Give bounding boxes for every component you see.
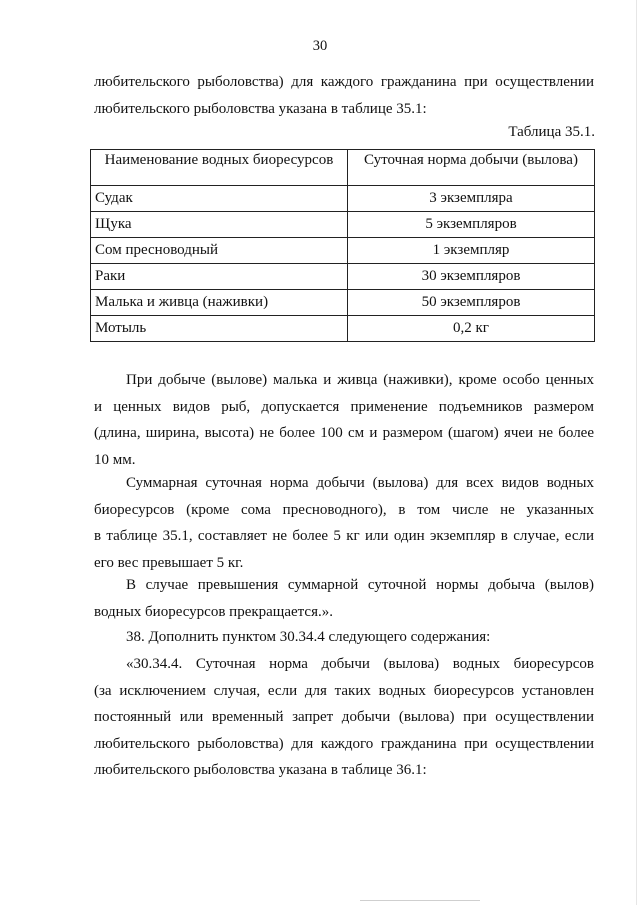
table-row [91,212,595,238]
resource-name-cell: Щука [91,212,348,238]
table-row [91,264,595,290]
paragraph-excess [94,572,594,625]
scan-edge [636,0,637,905]
resource-name-cell: Мотыль [91,316,348,342]
paragraph-line: (за исключением случая, если для таких водных биоресурсов установлен [94,682,594,699]
paragraph-fry-and-bait [94,367,594,473]
resource-name-cell: Сом пресноводный [91,238,348,264]
daily-norm-cell: 3 экземпляра [348,186,595,212]
intro-line: любительского рыболовства указана в таблице 35.1: [94,100,427,117]
paragraph-line: биоресурсов (кроме сома пресноводного), в том числе не указанных [94,501,594,518]
paragraph-line: и ценных видов рыб, допускается применение подъемников размером [94,398,594,415]
paragraph-line: водных биоресурсов прекращается.». [94,603,333,620]
intro-line: любительского рыболовства) для каждого гражданина при осуществлении [94,74,594,90]
header-daily-norm: Суточная норма добычи (вылова) [348,150,595,186]
paragraph-total-daily-norm [94,470,594,576]
intro-text [94,69,594,122]
paragraph-line: В случае превышения суммарной суточной нормы добыча (вылов) [126,577,594,593]
table-row [91,238,595,264]
page-number: 30 [312,38,328,54]
table-caption: Таблица 35.1. [508,124,595,140]
paragraph-line: любительского рыболовства указана в таблице 36.1: [94,762,427,779]
paragraph-line: любительского рыболовства) для каждого гражданина при осуществлении [94,735,594,752]
paragraph-amendment [94,624,594,651]
paragraph-line: (длина, ширина, высота) не более 100 см и размером (шагом) ячеи не более [94,425,594,442]
table-row [91,316,595,342]
scan-artifact [360,900,480,901]
paragraph-line: «30.34.4. Суточная норма добычи (вылова) водных биоресурсов [126,656,594,672]
daily-norm-cell: 5 экземпляров [348,212,595,238]
paragraph-line: в таблице 35.1, составляет не более 5 кг или один экземпляр в случае, если [94,528,594,545]
paragraph-clause-30-34-4 [94,651,594,784]
paragraph-line: его вес превышает 5 кг. [94,554,244,571]
resource-name-cell: Судак [91,186,348,212]
paragraph-line: При добыче (вылове) малька и живца (наживки), кроме особо ценных [126,372,594,388]
catch-norms-table [90,149,595,342]
daily-norm-cell: 30 экземпляров [348,264,595,290]
resource-name-cell: Раки [91,264,348,290]
daily-norm-cell: 1 экземпляр [348,238,595,264]
paragraph-line: 38. Дополнить пунктом 30.34.4 следующего содержания: [126,629,491,645]
header-resource-name: Наименование водных биоресурсов [91,150,348,186]
daily-norm-cell: 0,2 кг [348,316,595,342]
paragraph-line: постоянный или временный запрет добычи (вылова) при осуществлении [94,709,594,726]
table-header-row [91,150,595,186]
table-row [91,290,595,316]
resource-name-cell: Малька и живца (наживки) [91,290,348,316]
paragraph-line: 10 мм. [94,451,136,468]
table-row [91,186,595,212]
paragraph-line: Суммарная суточная норма добычи (вылова) для всех видов водных [126,475,594,491]
daily-norm-cell: 50 экземпляров [348,290,595,316]
